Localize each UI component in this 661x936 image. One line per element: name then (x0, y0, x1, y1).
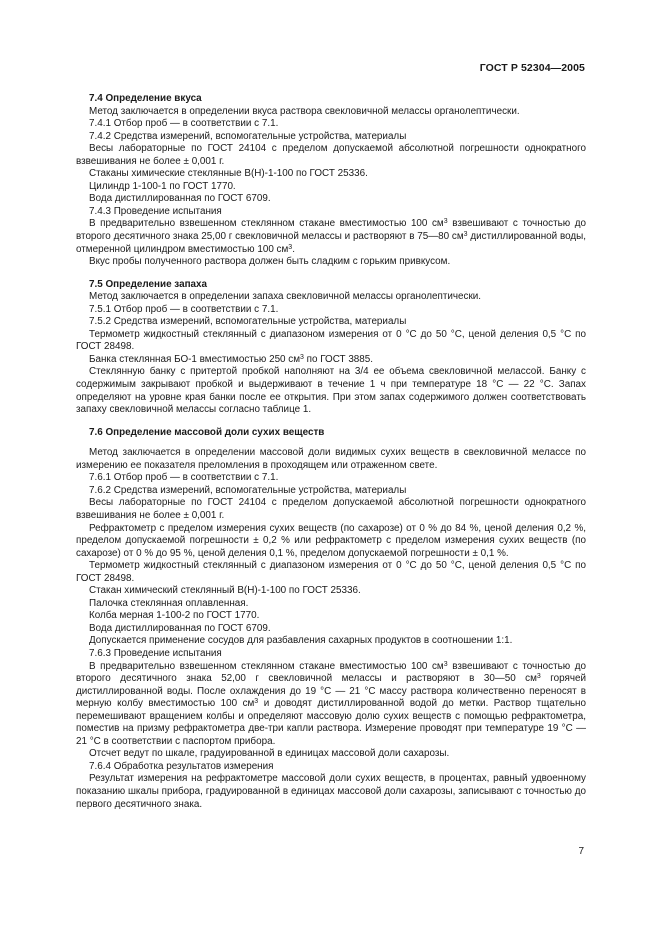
superscript: 3 (443, 660, 448, 668)
text-run: В предварительно взвешенном стеклянном стакане вместимостью 100 см (89, 660, 444, 672)
text-run: ее объема свекловичной мелассой. Банку с содержимым закрывают пробкой и выдерживают в течение 1 ч при температуре 18 °С — 22 °С. Запах определяют на уровне края банки после ее открытия. При этом запах содержимого должен соответствовать запаху свекловичной мелассы согласно таблице 1. (76, 366, 586, 416)
paragraph: Термометр жидкостный стеклянный с диапазоном измерения от 0 °С до 50 °С, ценой деления 0,5 °С по ГОСТ 28498. (76, 328, 586, 353)
paragraph: 7.4.1 Отбор проб — в соответствии с 7.1. (89, 118, 279, 130)
paragraph: Отсчет ведут по шкале, градуированной в единицах массовой доли сахарозы. (89, 748, 450, 760)
paragraph (76, 366, 586, 416)
paragraph: Результат измерения на рефрактометре массовой доли сухих веществ, в процентах, равный удвоенному показанию шкалы прибора, градуированной в единицах массовой доли сахарозы, записывают с точностью до первого десятичного знака. (76, 773, 586, 810)
section-7-5-title: 7.5 Определение запаха (89, 278, 208, 290)
superscript: 3 (536, 673, 541, 681)
paragraph: 7.6.4 Обработка результатов измерения (89, 760, 274, 772)
paragraph: Метод заключается в определении запаха свекловичной мелассы органолептически. (89, 291, 482, 303)
superscript: 3 (288, 243, 293, 251)
text-run: взвешивают с точностью до второго десятичного знака 52,00 г свекловичной мелассы и растворяют в 30—50 см (76, 660, 586, 685)
text-run: по ГОСТ 3885. (303, 353, 374, 365)
paragraph: Термометр жидкостный стеклянный с диапазоном измерения от 0 °С до 50 °С, ценой деления 0,5 °С по ГОСТ 28498. (76, 560, 586, 584)
text-run: горячей дистиллированной воды. После охлаждения до 19 °С — 21 °С массу раствора количественно переносят в мерную колбу вместимостью 100 см (76, 673, 586, 710)
superscript: 3 (300, 353, 304, 361)
paragraph: Вода дистиллированная по ГОСТ 6709. (89, 622, 271, 634)
text-run: . (292, 243, 295, 255)
paragraph: 7.6.3 Проведение испытания (89, 647, 222, 659)
paragraph: Вкус пробы полученного раствора должен быть сладким с горьким привкусом. (89, 256, 451, 268)
text-run: взвешивают с точностью до второго десятичного знака 25,00 г свекловичной мелассы и растворяют в 75—80 см (76, 218, 586, 243)
paragraph: 7.6.2 Средства измерений, вспомогательные устройства, материалы (89, 484, 407, 496)
section-7-6-title: 7.6 Определение массовой доли сухих веществ (89, 426, 325, 438)
section-7-4-title: 7.4 Определение вкуса (89, 93, 202, 104)
paragraph: Допускается применение сосудов для разбавления сахарных продуктов в соотношении 1:1. (89, 635, 513, 647)
document-body (76, 93, 586, 811)
text-run: Банка стеклянная БО-1 вместимостью 250 см (89, 353, 301, 365)
superscript: 3 (463, 231, 468, 239)
paragraph (76, 661, 586, 749)
paragraph: 7.5.1 Отбор проб — в соответствии с 7.1. (89, 303, 279, 315)
page-number: 7 (578, 846, 584, 857)
document-header: ГОСТ Р 52304—2005 (479, 62, 585, 74)
paragraph: Вода дистиллированная по ГОСТ 6709. (89, 193, 271, 205)
paragraph: Весы лабораторные по ГОСТ 24104 с пределом допускаемой абсолютной погрешности однократного взвешивания не более ± 0,001 г. (76, 497, 586, 521)
paragraph (76, 218, 586, 256)
text-run: и доводят дистиллированной водой до метки. Раствор тщательно перемешивают вращением колбы и определяют массовую долю сухих веществ с помощью рефрактометра, поместив на призму рефрактометра две-три капли раствора. Измерение проводят при температуре 19 °С — 21 °С в соответствии с паспортом прибора. (76, 698, 586, 747)
paragraph: 7.5.2 Средства измерений, вспомогательные устройства, материалы (89, 316, 407, 328)
paragraph: Метод заключается в определении массовой доли видимых сухих веществ в свекловичной мелассе по измерению ее показателя преломления в проходящем или отраженном свете. (76, 447, 586, 471)
superscript: 3 (443, 218, 448, 226)
paragraph (76, 354, 586, 367)
text-run: дистиллированной воды, отмеренной цилиндром вместимостью 100 см (76, 231, 586, 255)
text-run: Стеклянную банку с притертой пробкой наполняют на (89, 366, 355, 378)
paragraph: Палочка стеклянная оплавленная. (89, 597, 249, 609)
paragraph: 7.4.3 Проведение испытания (89, 205, 222, 217)
paragraph: Рефрактометр с пределом измерения сухих веществ (по сахарозе) от 0 % до 84 %, ценой деления 0,2 %, пределом допускаемой погрешности ± 0,2 % или рефрактометр с пределом измерения сухих веществ (по сахарозе) от 0 % до 95 %, ценой деления 0,1 %, пределом допускаемой погрешности ± 0,1 %. (76, 522, 586, 559)
paragraph: Колба мерная 1-100-2 по ГОСТ 1770. (89, 610, 260, 622)
fraction: 3/4 (354, 366, 369, 378)
superscript: 3 (254, 698, 259, 706)
paragraph: Стакан химический стеклянный В(Н)-1-100 по ГОСТ 25336. (89, 585, 361, 597)
paragraph: 7.6.1 Отбор проб — в соответствии с 7.1. (89, 472, 279, 484)
paragraph: Весы лабораторные по ГОСТ 24104 с пределом допускаемой абсолютной погрешности однократного взвешивания не более ± 0,001 г. (76, 143, 586, 167)
paragraph: Стаканы химические стеклянные В(Н)-1-100 по ГОСТ 25336. (89, 168, 368, 180)
paragraph: 7.4.2 Средства измерений, вспомогательные устройства, материалы (89, 130, 407, 142)
text-run: В предварительно взвешенном стеклянном стакане вместимостью 100 см (89, 218, 444, 230)
paragraph: Цилиндр 1-100-1 по ГОСТ 1770. (89, 180, 236, 192)
paragraph: Метод заключается в определении вкуса раствора свекловичной мелассы органолептически. (89, 105, 520, 117)
